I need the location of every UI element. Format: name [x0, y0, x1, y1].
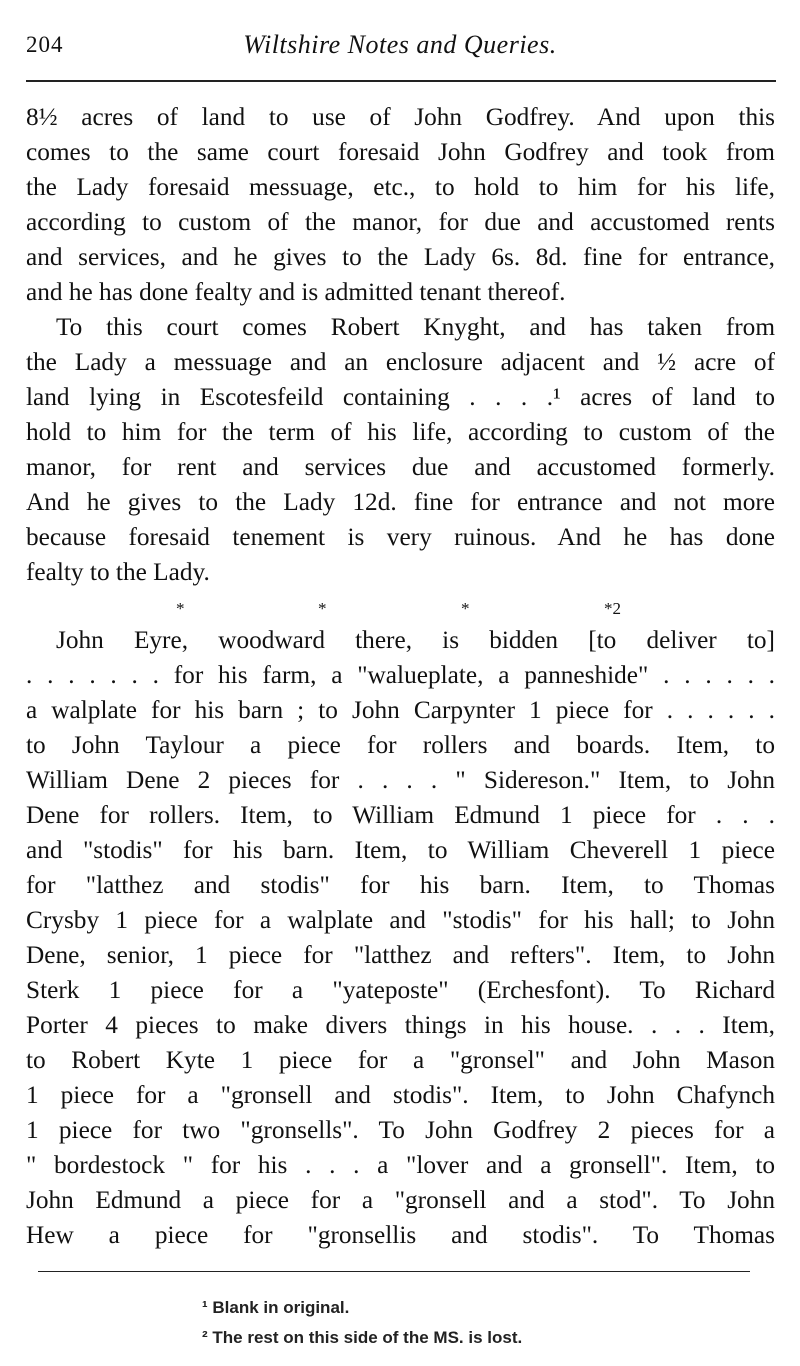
- running-title: Wiltshire Notes and Queries.: [243, 30, 557, 59]
- asterisk: *: [461, 599, 470, 618]
- text-line: a walplate for his barn ; to John Carpynter 1 piece for . . . . . .: [26, 696, 775, 724]
- text-line: fealty to the Lady.: [26, 558, 210, 586]
- text-line: because foresaid tenement is very ruinous. And he has done: [26, 523, 775, 551]
- footnotes: [202, 1293, 522, 1353]
- text-line: to Robert Kyte 1 piece for a "gronsel" and John Mason: [26, 1046, 775, 1074]
- text-line: and services, and he gives to the Lady 6s. 8d. fine for entrance,: [26, 243, 775, 271]
- asterisk: *: [176, 599, 185, 618]
- footnote-1: ¹ Blank in original.: [202, 1298, 350, 1317]
- text-line: hold to him for the term of his life, according to custom of the: [26, 418, 775, 446]
- text-line: To this court comes Robert Knyght, and has taken from: [56, 313, 775, 341]
- text-line: 1 piece for a "gronsell and stodis". Item, to John Chafynch: [26, 1081, 775, 1109]
- page-number: 204: [26, 32, 64, 57]
- asterisk-footnote-2: *2: [604, 599, 621, 618]
- text-line: 1 piece for two "gronsells". To John Godfrey 2 pieces for a: [26, 1116, 775, 1144]
- footnote-rule: [38, 1271, 750, 1272]
- text-line: Crysby 1 piece for a walplate and "stodis" for his hall; to John: [26, 906, 775, 934]
- text-line: manor, for rent and services due and accustomed formerly.: [26, 453, 775, 481]
- text-line: . . . . . . . for his farm, a "walueplate, a panneshide" . . . . . .: [26, 661, 775, 689]
- text-line: the Lady foresaid messuage, etc., to hold to him for his life,: [26, 173, 775, 201]
- text-line: Dene for rollers. Item, to William Edmund 1 piece for . . .: [26, 801, 775, 829]
- text-line: " bordestock " for his . . . a "lover and a gronsell". Item, to: [26, 1151, 775, 1179]
- text-line: comes to the same court foresaid John Godfrey and took from: [26, 138, 775, 166]
- text-line: John Eyre, woodward there, is bidden [to deliver to]: [56, 626, 775, 654]
- text-line: Porter 4 pieces to make divers things in his house. . . . Item,: [26, 1011, 775, 1039]
- text-line: to John Taylour a piece for rollers and boards. Item, to: [26, 731, 775, 759]
- text-line: Sterk 1 piece for a "yateposte" (Erchesfont). To Richard: [26, 976, 775, 1004]
- section-break-asterisks: [26, 590, 775, 623]
- text-line: John Edmund a piece for a "gronsell and a stod". To John: [26, 1186, 775, 1214]
- text-line: for "latthez and stodis" for his barn. Item, to Thomas: [26, 871, 775, 899]
- footnote-2: ² The rest on this side of the MS. is lost.: [202, 1328, 523, 1347]
- text-line: 8½ acres of land to use of John Godfrey. And upon this: [26, 103, 775, 131]
- page-header: [26, 30, 774, 64]
- body-text: [26, 100, 775, 1253]
- text-line: and he has done fealty and is admitted tenant thereof.: [26, 278, 566, 306]
- text-line: William Dene 2 pieces for . . . . " Sidereson." Item, to John: [26, 766, 775, 794]
- text-line: And he gives to the Lady 12d. fine for entrance and not more: [26, 488, 775, 516]
- text-line: according to custom of the manor, for due and accustomed rents: [26, 208, 775, 236]
- text-line: the Lady a messuage and an enclosure adjacent and ½ acre of: [26, 348, 775, 376]
- text-line: Dene, senior, 1 piece for "latthez and refters". Item, to John: [26, 941, 775, 969]
- text-line: and "stodis" for his barn. Item, to William Cheverell 1 piece: [26, 836, 775, 864]
- header-rule: [26, 80, 776, 82]
- asterisk: *: [318, 599, 327, 618]
- text-line: Hew a piece for "gronsellis and stodis". To Thomas: [26, 1221, 775, 1249]
- text-line: land lying in Escotesfeild containing . . . .¹ acres of land to: [26, 383, 775, 411]
